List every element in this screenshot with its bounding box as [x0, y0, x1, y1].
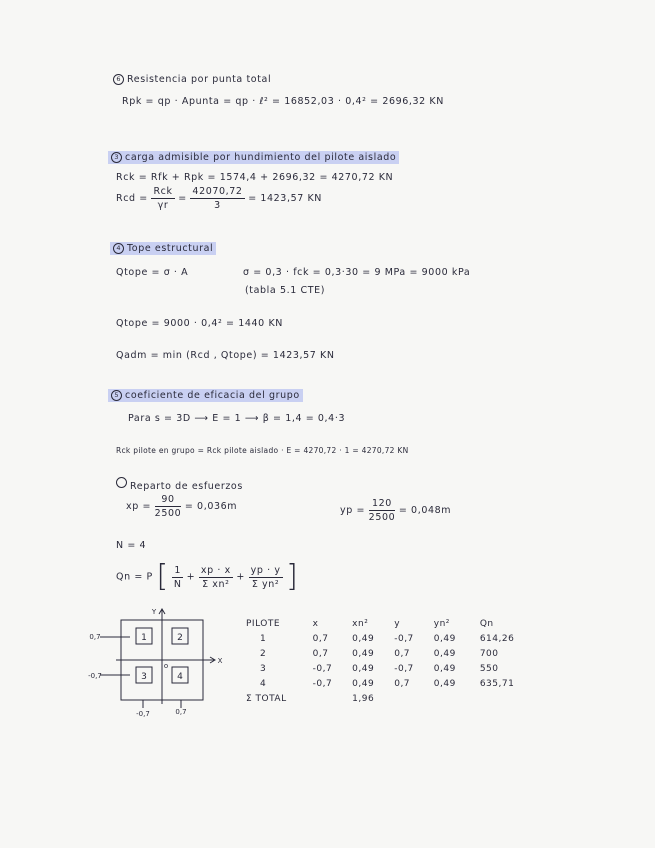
cell-y: 0,7	[394, 678, 411, 689]
bottom-left-label: -0,7	[136, 710, 150, 718]
section-number: 4	[113, 243, 124, 254]
fraction-denominator: 3	[214, 200, 221, 211]
cell-pilote: 2	[260, 648, 267, 659]
fraction-denominator: Σ xn²	[202, 578, 230, 590]
qn-lhs: Qn = P	[116, 571, 153, 583]
cell-yn2: 0,49	[433, 678, 456, 689]
section-title: coeficiente de eficacia del grupo	[125, 390, 300, 401]
reference-tabla: (tabla 5.1 CTE)	[245, 285, 326, 296]
cell-xn2: 0,49	[352, 678, 375, 689]
y-axis-label: Y	[151, 608, 157, 616]
fraction-denominator: 2500	[154, 508, 182, 519]
cell-pilote: 3	[260, 663, 267, 674]
rcd-lhs: Rcd =	[116, 193, 148, 204]
section-title: Reparto de esfuerzos	[130, 481, 243, 492]
cell-pilote: 1	[260, 633, 267, 644]
fraction-numerator: 1	[174, 564, 182, 576]
table-row	[240, 631, 520, 646]
formula-qn	[116, 559, 299, 594]
fraction-numerator: Rck	[153, 186, 173, 197]
formula-rcd	[116, 186, 322, 211]
section-title: Resistencia por punta total	[127, 74, 272, 85]
formula-yp	[340, 498, 451, 523]
cell-yn2: 0,49	[433, 663, 456, 674]
cell-xn2: 0,49	[352, 648, 375, 659]
header-yn2: yn²	[433, 618, 450, 629]
results-table	[240, 616, 520, 706]
formula-n: N = 4	[116, 540, 147, 551]
fraction-one-over-n	[172, 565, 183, 590]
bottom-right-label: 0,7	[175, 708, 187, 716]
left-top-label: 0,7	[89, 633, 101, 641]
section-title: carga admisible por hundimiento del pilote aislado	[125, 152, 397, 163]
table-header-row	[240, 616, 520, 631]
cell-xn2: 0,49	[352, 663, 375, 674]
section-number: 3	[111, 152, 122, 163]
fraction-numerator: 120	[369, 498, 396, 511]
plus-sign: +	[186, 571, 196, 583]
fraction-values	[190, 186, 244, 211]
yp-result: = 0,048m	[398, 505, 452, 516]
fraction-rck-gamma	[151, 186, 174, 211]
total-value: 1,96	[352, 693, 375, 704]
header-x: x	[312, 618, 319, 629]
circle-bullet	[116, 477, 127, 488]
header-pilote: PILOTE	[246, 618, 281, 629]
cell-pilote: 4	[260, 678, 267, 689]
cell-y: -0,7	[394, 633, 414, 644]
cell-x: 0,7	[312, 633, 329, 644]
yp-lhs: yp =	[340, 505, 366, 516]
left-bottom-label: -0,7	[88, 672, 102, 680]
pile-label-3: 3	[141, 672, 147, 682]
fraction-xp	[155, 494, 182, 519]
section-title: Tope estructural	[127, 243, 214, 254]
cell-x: -0,7	[312, 663, 333, 674]
pile-label-1: 1	[141, 633, 147, 643]
table-total-row	[240, 691, 520, 706]
cell-x: 0,7	[312, 648, 329, 659]
xp-lhs: xp =	[126, 501, 152, 512]
cell-yn2: 0,49	[433, 633, 456, 644]
pile-label-4: 4	[177, 672, 183, 682]
table-row	[240, 676, 520, 691]
fraction-denominator: 2500	[368, 512, 396, 523]
xp-result: = 0,036m	[184, 501, 238, 512]
section-heading-reparto	[116, 477, 243, 492]
cell-qn: 635,71	[479, 678, 515, 689]
cell-y: -0,7	[394, 663, 414, 674]
equals-sign: =	[178, 193, 187, 204]
header-y: y	[394, 618, 401, 629]
formula-rpk: Rpk = qp · Apunta = qp · ℓ² = 16852,03 · 0,4² = 2696,32 KN	[122, 96, 444, 107]
section-number: 6	[113, 74, 124, 85]
fraction-yp	[369, 498, 396, 523]
cell-qn: 700	[479, 648, 499, 659]
section-heading-resistencia	[113, 74, 271, 85]
formula-qtope: Qtope = σ · A	[116, 267, 189, 278]
table-row	[240, 646, 520, 661]
total-label: Σ TOTAL	[246, 693, 287, 704]
section-heading-carga-admisible	[108, 152, 399, 163]
fraction-numerator: yp · y	[250, 564, 281, 576]
formula-rck: Rck = Rfk + Rpk = 1574,4 + 2696,32 = 4270,72 KN	[116, 172, 394, 183]
header-xn2: xn²	[352, 618, 369, 629]
origin-label: o	[163, 662, 169, 670]
left-bracket: [	[156, 559, 169, 594]
cell-qn: 614,26	[479, 633, 515, 644]
formula-qtope-value: Qtope = 9000 · 0,4² = 1440 KN	[116, 318, 283, 329]
formula-sigma: σ = 0,3 · fck = 0,3·30 = 9 MPa = 9000 kPa	[243, 267, 471, 278]
cell-yn2: 0,49	[433, 648, 456, 659]
fraction-denominator: Σ yn²	[251, 578, 280, 590]
formula-qadm: Qadm = min (Rcd , Qtope) = 1423,57 KN	[116, 350, 335, 361]
x-axis-label: X	[217, 657, 223, 665]
cell-x: -0,7	[312, 678, 333, 689]
fraction-denominator: γr	[157, 200, 169, 211]
cell-y: 0,7	[394, 648, 411, 659]
fraction-x-term	[199, 565, 233, 590]
section-number: 5	[111, 390, 122, 401]
formula-para: Para s = 3D ⟶ E = 1 ⟶ β = 1,4 = 0,4·3	[128, 413, 346, 424]
table-row	[240, 661, 520, 676]
pile-group-diagram	[86, 606, 226, 718]
formula-xp	[126, 494, 237, 519]
rcd-result: = 1423,57 KN	[248, 193, 323, 204]
fraction-numerator: 90	[155, 494, 182, 507]
cell-xn2: 0,49	[352, 633, 375, 644]
cell-qn: 550	[479, 663, 499, 674]
pile-label-2: 2	[177, 633, 183, 643]
fraction-numerator: xp · x	[200, 564, 231, 576]
formula-rck-grupo: Rck pilote en grupo = Rck pilote aislado · E = 4270,72 · 1 = 4270,72 KN	[116, 446, 409, 455]
fraction-denominator: N	[173, 578, 182, 590]
header-qn: Qn	[479, 618, 494, 629]
right-bracket: ]	[286, 559, 299, 594]
fraction-numerator: 42070,72	[192, 186, 243, 197]
section-heading-tope	[110, 243, 216, 254]
fraction-y-term	[249, 565, 283, 590]
section-heading-eficacia	[108, 390, 303, 401]
plus-sign: +	[236, 571, 245, 583]
